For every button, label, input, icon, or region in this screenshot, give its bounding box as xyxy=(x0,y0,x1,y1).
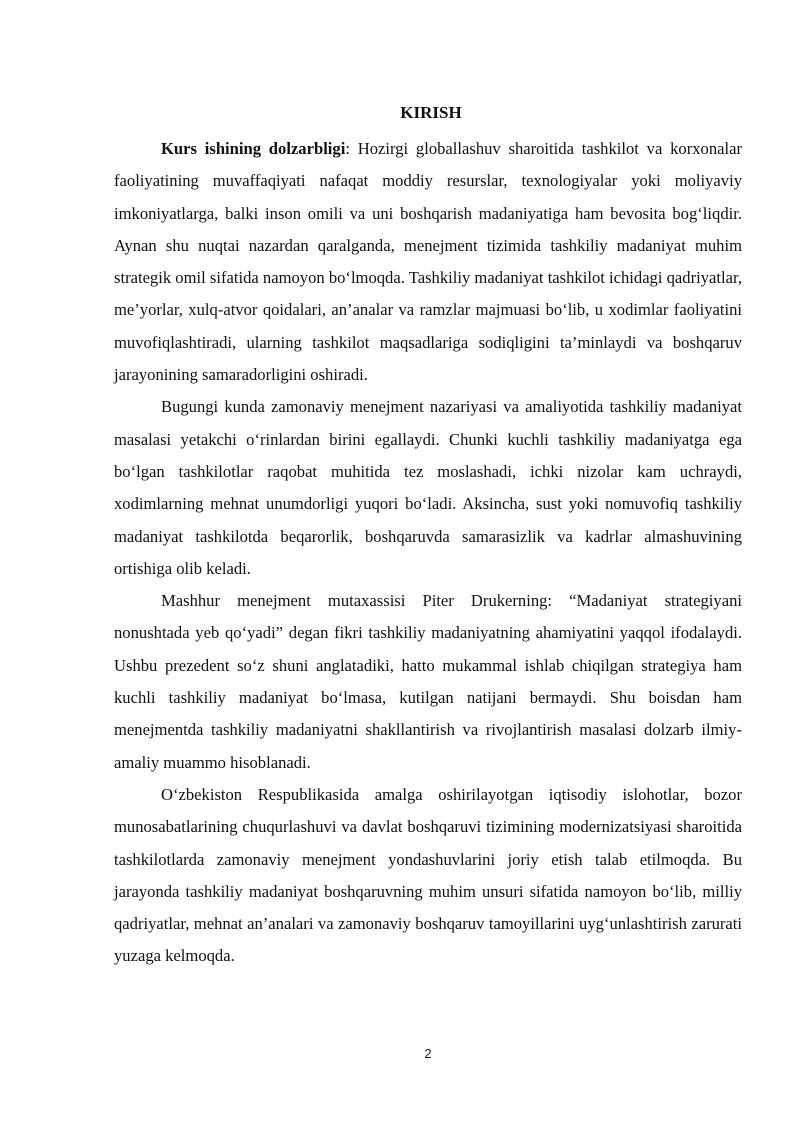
paragraph-drucker-quote: Mashhur menejment mutaxassisi Piter Drukerning: “Madaniyat strategiyani nonushtada yeb qo‘yadi” degan fikri tashkiliy madaniyatning ahamiyatini yaqqol ifodalaydi. Ushbu prezedent so‘z shuni anglatadiki, hatto mukammal ishlab chiqilgan strategiya ham kuchli tashkiliy madaniyat bo‘lmasa, kutilgan natijani bermaydi. Shu boisdan ham menejmentda tashkiliy madaniyatni shakllantirish va rivojlantirish masalasi dolzarb ilmiy-amaliy muammo hisoblanadi. xyxy=(114,591,742,772)
paragraph-lead-term: Kurs ishining dolzarbligi xyxy=(161,139,346,158)
section-heading: KIRISH xyxy=(400,103,462,122)
page-content xyxy=(114,103,742,973)
paragraph-modern-management: Bugungi kunda zamonaviy menejment nazariyasi va amaliyotida tashkiliy madaniyat masalasi yetakchi o‘rinlardan birini egallaydi. Chunki kuchli tashkiliy madaniyatga ega bo‘lgan tashkilotlar raqobat muhitida tez moslashadi, ichki nizolar kam uchraydi, xodimlarning mehnat unumdorligi yuqori bo‘ladi. Aksincha, sust yoki nomuvofiq tashkiliy madaniyat tashkilotda beqarorlik, boshqaruvda samarasizlik va kadrlar almashuvining ortishiga olib keladi. xyxy=(114,397,742,578)
paragraph-uzbekistan-reforms: O‘zbekiston Respublikasida amalga oshirilayotgan iqtisodiy islohotlar, bozor munosabatlarining chuqurlashuvi va davlat boshqaruvi tizimining modernizatsiyasi sharoitida tashkilotlarda zamonaviy menejment yondashuvlarini joriy etish talab etilmoqda. Bu jarayonda tashkiliy madaniyat boshqaruvning muhim unsuri sifatida namoyon bo‘lib, milliy qadriyatlar, mehnat an’analari va zamonaviy boshqaruv tamoyillarini uyg‘unlashtirish zarurati yuzaga kelmoqda. xyxy=(114,784,742,966)
page-number: 2 xyxy=(424,1046,432,1061)
paragraph-relevance xyxy=(114,133,742,391)
paragraph-text: : Hozirgi globallashuv sharoitida tashkilot va korxonalar faoliyatining muvaffaqiyati nafaqat moddiy resurslar, texnologiyalar yoki moliyaviy imkoniyatlarga, balki inson omili va uni boshqarish madaniyatiga ham bevosita bog‘liqdir. Aynan shu nuqtai nazardan qaralganda, menejment tizimida tashkiliy madaniyat muhim strategik omil sifatida namoyon bo‘lmoqda. Tashkiliy madaniyat tashkilot ichidagi qadriyatlar, me’yorlar, xulq-atvor qoidalari, an’analar va ramzlar majmuasi bo‘lib, u xodimlar faoliyatini muvofiqlashtiradi, ularning tashkilot maqsadlariga sodiqligini ta’minlaydi va boshqaruv jarayonining samaradorligini oshiradi. xyxy=(114,139,742,385)
